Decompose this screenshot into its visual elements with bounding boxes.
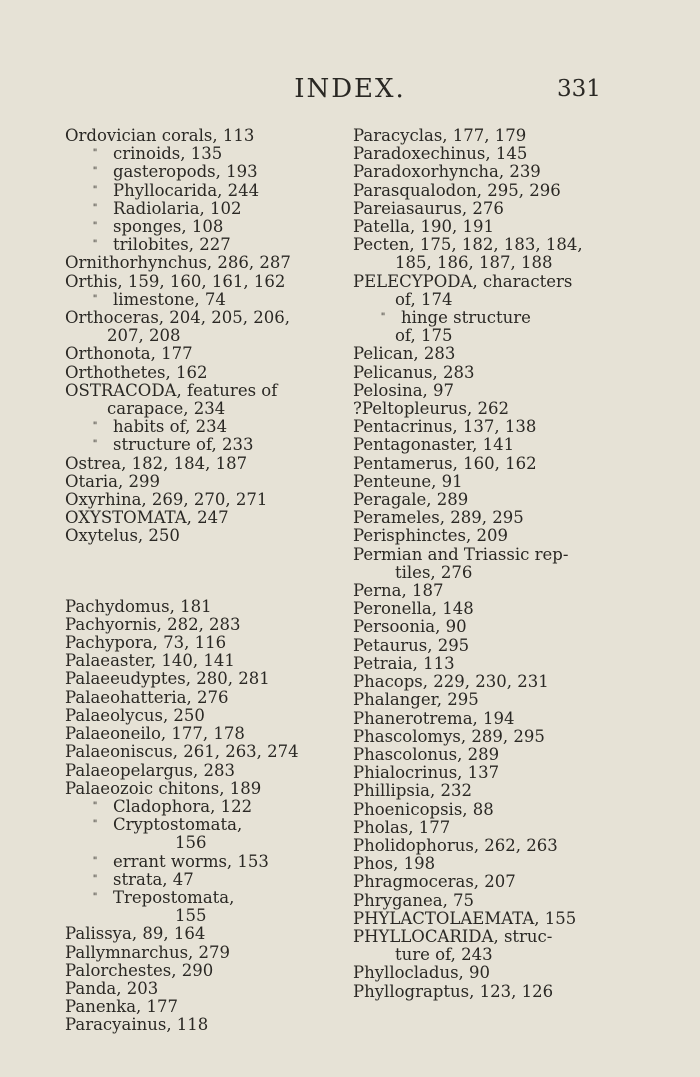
index-entry: Phyllograptus, 123, 126 (353, 981, 554, 1001)
entry-text: strata, 47 (113, 869, 194, 889)
index-entry: Pallymnarchus, 279 (65, 942, 231, 962)
entry-text: structure of, 233 (113, 435, 254, 455)
index-entry: ture of, 243 (395, 945, 493, 965)
index-entry: Pelican, 283 (353, 344, 456, 364)
entry-text: habits of, 234 (113, 417, 228, 437)
entry-text: Radiolaria, 102 (113, 198, 242, 218)
entry-text: Phyllocarida, 244 (113, 180, 260, 200)
entry-text: limestone, 74 (113, 289, 226, 309)
index-entry: Orthonota, 177 (65, 344, 193, 364)
index-entry: 207, 208 (107, 326, 181, 346)
index-entry: carapace, 234 (107, 399, 226, 419)
entry-text: hinge structure (401, 308, 531, 328)
index-entry (43, 163, 335, 181)
entry-text: sponges, 108 (113, 217, 224, 237)
index-entry: Palaeoniscus, 261, 263, 274 (65, 742, 299, 762)
index-entry (43, 816, 335, 834)
index-entry (43, 436, 335, 454)
index-entry: tiles, 276 (395, 562, 473, 582)
index-entry (43, 218, 335, 236)
ditto-mark: " (92, 873, 98, 885)
index-entry: Phyllocladus, 90 (353, 963, 491, 983)
index-entry: Pholidophorus, 262, 263 (353, 835, 558, 855)
index-entry: Palaeeudyptes, 280, 281 (65, 669, 270, 689)
index-entry: Petraia, 113 (353, 653, 455, 673)
ditto-mark: " (92, 166, 98, 178)
ditto-mark: " (92, 148, 98, 160)
entry-text: trilobites, 227 (113, 235, 231, 255)
index-entry: OXYSTOMATA, 247 (65, 508, 229, 528)
index-entry: Pachydomus, 181 (65, 596, 212, 616)
index-entry: Patella, 190, 191 (353, 217, 494, 237)
index-entry: Phanerotrema, 194 (353, 708, 515, 728)
index-entry: Pholas, 177 (353, 817, 451, 837)
index-entry: Pelosina, 97 (353, 380, 455, 400)
ditto-mark: " (92, 439, 98, 451)
index-entry: Petaurus, 295 (353, 635, 470, 655)
index-entry: Paradoxorhyncha, 239 (353, 162, 541, 182)
index-entry (43, 798, 335, 816)
index-entry (43, 871, 335, 889)
index-entry: Panda, 203 (65, 978, 159, 998)
index-entry (43, 853, 335, 871)
index-entry (43, 889, 335, 907)
index-entry: 156 (175, 833, 207, 853)
index-entry: OSTRACODA, features of (65, 380, 278, 400)
entry-gap (65, 546, 335, 598)
index-entry: Phacops, 229, 230, 231 (353, 672, 549, 692)
index-entry: Pelicanus, 283 (353, 362, 475, 382)
index-entry: Orthothetes, 162 (65, 362, 208, 382)
entry-text: crinoids, 135 (113, 144, 223, 164)
index-entry (43, 145, 335, 163)
ditto-mark: " (92, 891, 98, 903)
index-entry: Palaeohatteria, 276 (65, 687, 229, 707)
index-entry (43, 236, 335, 254)
index-entry: Phascolomys, 289, 295 (353, 726, 545, 746)
index-entry: Palaeopelargus, 283 (65, 760, 235, 780)
index-entry: Ornithorhynchus, 286, 287 (65, 253, 291, 273)
index-entry: Parasqualodon, 295, 296 (353, 180, 561, 200)
index-entry: Peragale, 289 (353, 490, 469, 510)
index-entry: Ostrea, 182, 184, 187 (65, 453, 248, 473)
index-entry: Paracyclas, 177, 179 (353, 126, 527, 145)
index-entry: Penteune, 91 (353, 471, 463, 491)
index-entry: Persoonia, 90 (353, 617, 467, 637)
index-entry: Phascolonus, 289 (353, 744, 500, 764)
index-entry (331, 309, 628, 327)
ditto-mark: " (92, 855, 98, 867)
entry-text: Trepostomata, (113, 887, 235, 907)
index-entry: PHYLLOCARIDA, struc- (353, 926, 553, 946)
page-number: 331 (557, 76, 601, 102)
index-entry: Phialocrinus, 137 (353, 763, 500, 783)
index-entry: Phryganea, 75 (353, 890, 475, 910)
index-entry: 185, 186, 187, 188 (395, 253, 553, 273)
index-entry: Palaeoneilo, 177, 178 (65, 724, 245, 744)
entry-text: Cladophora, 122 (113, 796, 253, 816)
entry-text: Cryptostomata, (113, 815, 243, 835)
index-entry: Pareiasaurus, 276 (353, 198, 504, 218)
index-entry: Pachypora, 73, 116 (65, 633, 227, 653)
index-entry: Perna, 187 (353, 581, 444, 601)
index-entry: Phragmoceras, 207 (353, 872, 516, 892)
index-entry: Panenka, 177 (65, 997, 179, 1017)
index-entry: Palissya, 89, 164 (65, 924, 206, 944)
index-entry (43, 200, 335, 218)
index-entry: Phoenicopsis, 88 (353, 799, 494, 819)
index-entry (43, 418, 335, 436)
ditto-mark: " (92, 819, 98, 831)
index-entry: Orthoceras, 204, 205, 206, (65, 308, 290, 328)
index-entry: Permian and Triassic rep- (353, 544, 569, 564)
ditto-mark: " (92, 184, 98, 196)
index-entry (43, 291, 335, 309)
index-entry: Pecten, 175, 182, 183, 184, (353, 235, 583, 255)
ditto-mark: " (380, 312, 386, 324)
ditto-mark: " (92, 239, 98, 251)
index-entry: of, 174 (395, 289, 453, 309)
index-entry: Phalanger, 295 (353, 690, 479, 710)
index-entry: Phillipsia, 232 (353, 781, 472, 801)
index-entry: Paradoxechinus, 145 (353, 144, 528, 164)
ditto-mark: " (92, 202, 98, 214)
index-entry: Palaeozoic chitons, 189 (65, 778, 262, 798)
index-entry: Palaeolycus, 250 (65, 705, 205, 725)
index-entry: Perameles, 289, 295 (353, 508, 524, 528)
index-entry: of, 175 (395, 326, 453, 346)
index-entry: Orthis, 159, 160, 161, 162 (65, 271, 286, 291)
index-entry: Palaeaster, 140, 141 (65, 651, 235, 671)
index-entry: Oxytelus, 250 (65, 526, 180, 546)
index-entry: PHYLACTOLAEMATA, 155 (353, 908, 577, 928)
index-entry: Pachyornis, 282, 283 (65, 614, 241, 634)
index-entry: Pentacrinus, 137, 138 (353, 417, 537, 437)
ditto-mark: " (92, 221, 98, 233)
index-entry: Otaria, 299 (65, 471, 160, 491)
ditto-mark: " (92, 293, 98, 305)
index-entry: PELECYPODA, characters (353, 271, 573, 291)
left-index-column (65, 127, 335, 1035)
index-entry: Phos, 198 (353, 854, 436, 874)
index-entry: Palorchestes, 290 (65, 960, 214, 980)
index-entry: Ordovician corals, 113 (65, 126, 255, 145)
index-entry (43, 182, 335, 200)
right-index-column (353, 127, 628, 1001)
index-entry: Paracyainus, 118 (65, 1015, 209, 1035)
page-title: INDEX. (294, 74, 406, 104)
ditto-mark: " (92, 421, 98, 433)
index-entry: Pentamerus, 160, 162 (353, 453, 537, 473)
index-entry: Perisphinctes, 209 (353, 526, 508, 546)
entry-text: errant worms, 153 (113, 851, 269, 871)
index-entry: Oxyrhina, 269, 270, 271 (65, 490, 268, 510)
index-entry: 155 (175, 906, 207, 926)
entry-text: gasteropods, 193 (113, 162, 258, 182)
index-entry: Peronella, 148 (353, 599, 474, 619)
index-entry: Pentagonaster, 141 (353, 435, 515, 455)
index-entry: ?Peltopleurus, 262 (353, 399, 510, 419)
ditto-mark: " (92, 800, 98, 812)
